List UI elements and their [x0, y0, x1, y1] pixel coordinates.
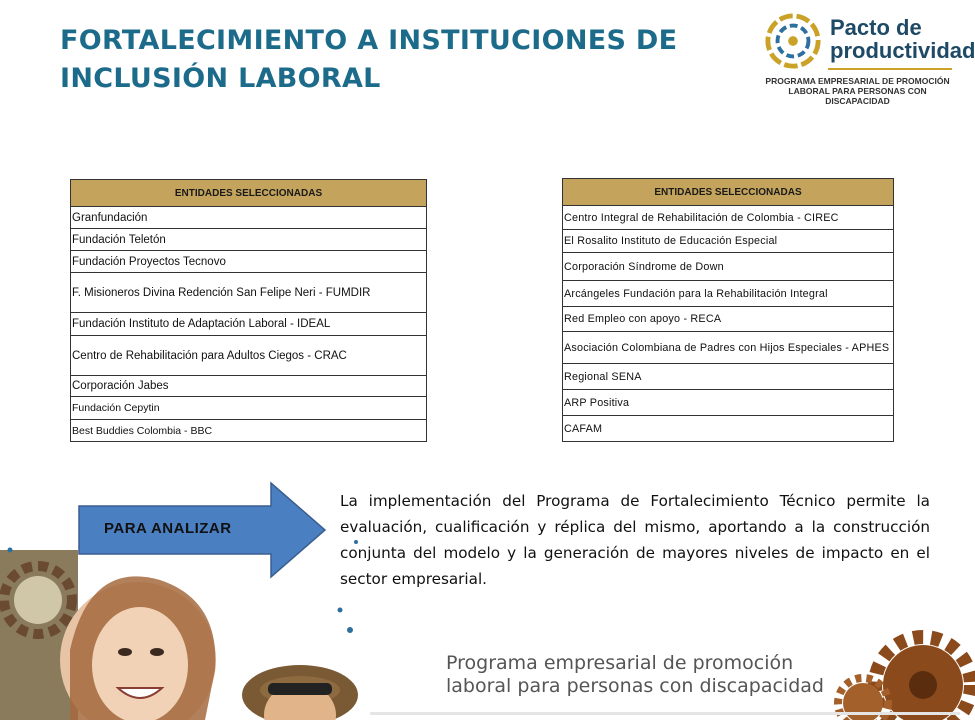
- table-header: ENTIDADES SELECCIONADAS: [71, 180, 427, 207]
- table-row: Fundación Proyectos Tecnovo: [71, 251, 427, 273]
- entities-table-left: [70, 179, 427, 442]
- logo-divider: [828, 68, 952, 70]
- footer-line1: Programa empresarial de promoción: [446, 652, 794, 674]
- table-header: ENTIDADES SELECCIONADAS: [563, 179, 894, 206]
- logo-subtitle-line2: LABORAL PARA PERSONAS CON DISCAPACIDAD: [788, 86, 927, 106]
- gears-decoration-icon: [835, 615, 960, 720]
- logo-name: [830, 16, 975, 62]
- table-row: Centro Integral de Rehabilitación de Colombia - CIREC: [563, 206, 894, 230]
- entities-table-right: [562, 178, 894, 442]
- page-title: FORTALECIMIENTO A INSTITUCIONES DE INCLUSIÓN LABORAL: [60, 25, 678, 94]
- table-row: Fundación Cepytin: [71, 397, 427, 420]
- table-row: Regional SENA: [563, 364, 894, 390]
- table-row: Corporación Jabes: [71, 376, 427, 397]
- table-row: Best Buddies Colombia - BBC: [71, 420, 427, 442]
- logo-subtitle-line1: PROGRAMA EMPRESARIAL DE PROMOCIÓN: [765, 76, 950, 86]
- pacto-emblem-icon: [764, 12, 822, 70]
- table-row: Centro de Rehabilitación para Adultos Ciegos - CRAC: [71, 336, 427, 376]
- table-row: Fundación Instituto de Adaptación Laboral - IDEAL: [71, 313, 427, 336]
- bottom-divider: [370, 712, 960, 715]
- footer-program-name: [446, 652, 824, 698]
- table-row: ARP Positiva: [563, 390, 894, 416]
- table-row: CAFAM: [563, 416, 894, 442]
- footer-line2: laboral para personas con discapacidad: [446, 675, 824, 697]
- table-row: Asociación Colombiana de Padres con Hijos Especiales - APHES: [563, 332, 894, 364]
- body-paragraph: La implementación del Programa de Fortalecimiento Técnico permite la evaluación, cualificación y réplica del mismo, aportando a la construcción conjunta del modelo y la generación de mayores niveles de impacto en el sector empresarial.: [340, 492, 930, 588]
- table-row: F. Misioneros Divina Redención San Felipe Neri - FUMDIR: [71, 273, 427, 313]
- logo-name-line2: productividad: [830, 38, 975, 63]
- table-row: Corporación Síndrome de Down: [563, 253, 894, 281]
- logo-name-line1: Pacto de: [830, 15, 922, 40]
- table-row: El Rosalito Instituto de Educación Especial: [563, 230, 894, 253]
- arrow-label: PARA ANALIZAR: [104, 520, 232, 537]
- table-row: Fundación Teletón: [71, 229, 427, 251]
- table-row: Arcángeles Fundación para la Rehabilitación Integral: [563, 281, 894, 307]
- logo-subtitle: [760, 76, 955, 106]
- table-row: Granfundación: [71, 207, 427, 229]
- people-photo-collage: [0, 540, 380, 720]
- table-row: Red Empleo con apoyo - RECA: [563, 307, 894, 332]
- pacto-logo: [760, 8, 975, 106]
